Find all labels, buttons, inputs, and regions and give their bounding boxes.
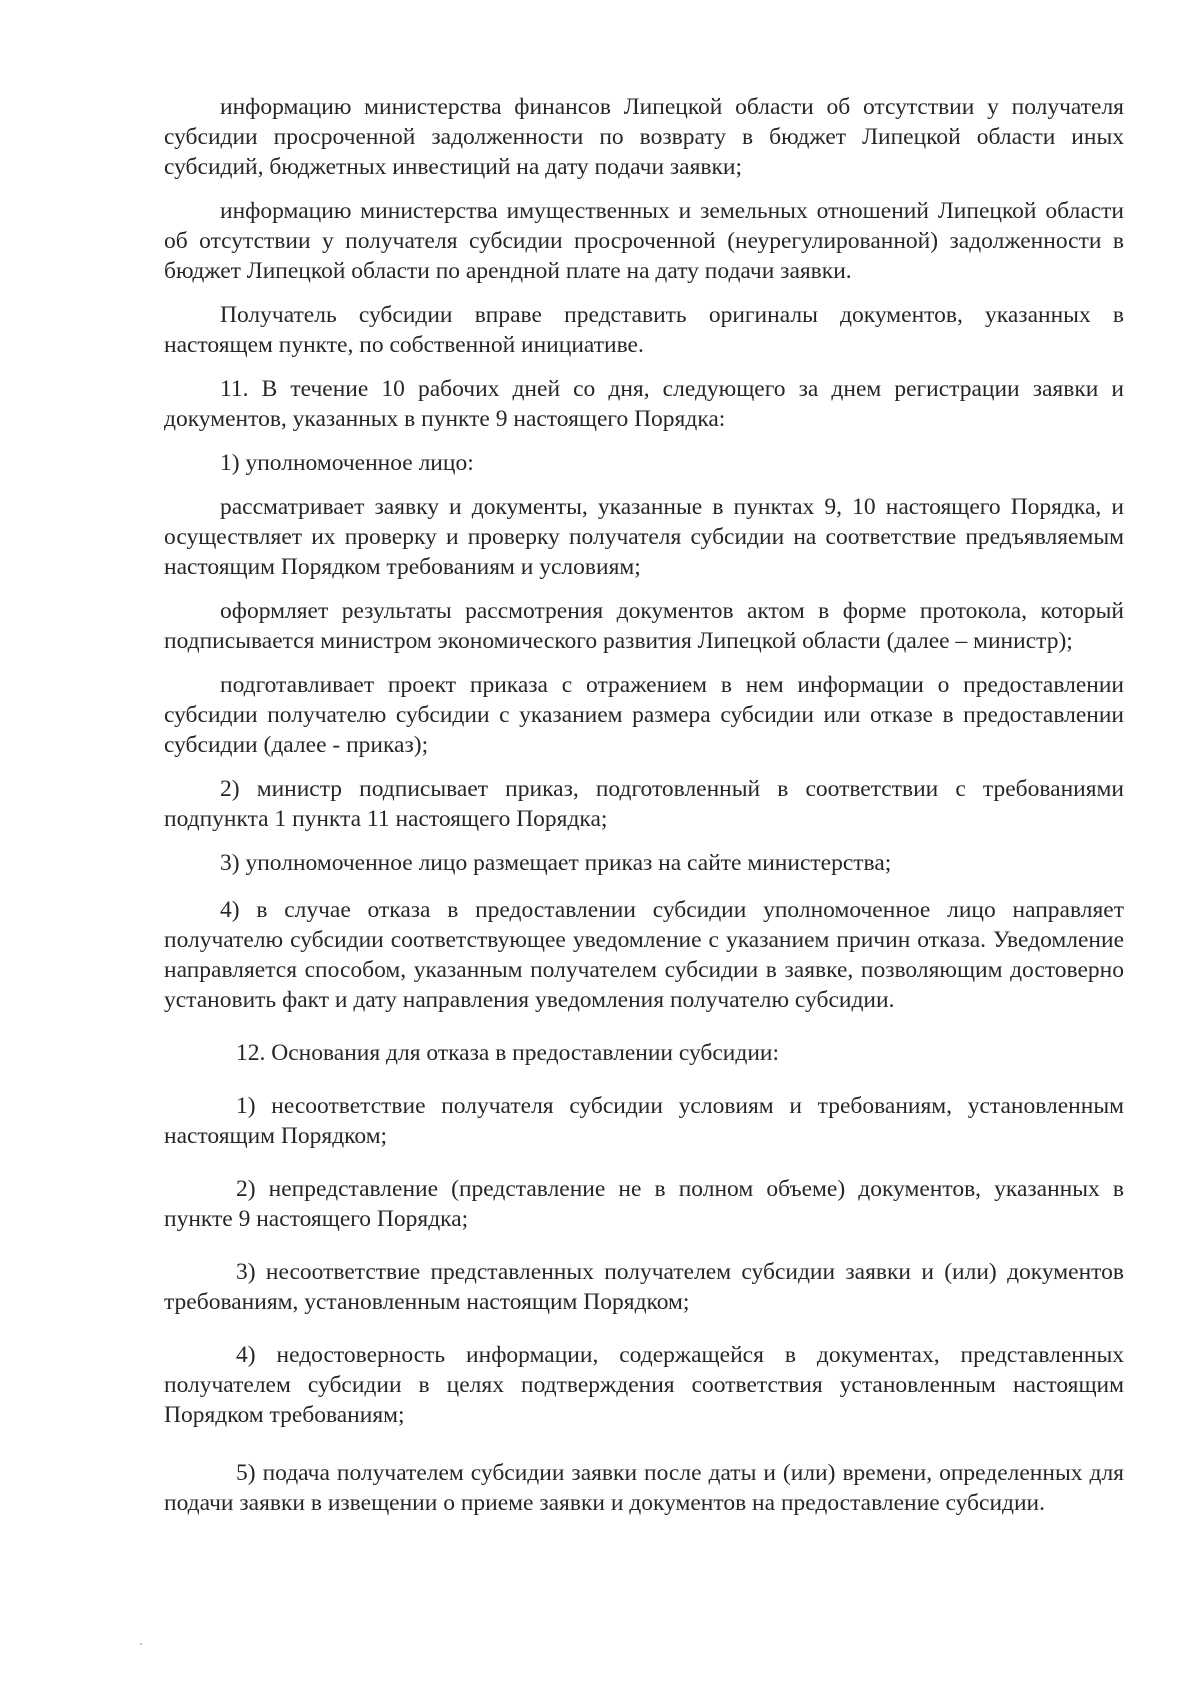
paragraph-subitem-11-1: 1) уполномоченное лицо: (220, 450, 474, 476)
paragraph-subitem-12-1: 1) несоответствие получателя субсидии условиям и требованиям, установленным настоящим Порядком; (164, 1093, 1124, 1149)
document-body (164, 92, 1124, 1518)
paragraph-protocol: оформляет результаты рассмотрения документов актом в форме протокола, который подписывается министром экономического развития Липецкой области (далее – министр); (164, 598, 1124, 654)
paragraph-finance-ministry-info: информацию министерства финансов Липецкой области об отсутствии у получателя субсидии просроченной задолженности по возврату в бюджет Липецкой области иных субсидий, бюджетных инвестиций на дату подачи заявки; (164, 94, 1124, 180)
paragraph-originals-right: Получатель субсидии вправе представить оригиналы документов, указанных в настоящем пункте, по собственной инициативе. (164, 302, 1124, 358)
paragraph-reviews-application: рассматривает заявку и документы, указанные в пунктах 9, 10 настоящего Порядка, и осуществляет их проверку и проверку получателя субсидии на соответствие предъявляемым настоящим Порядком требованиям и условиям; (164, 494, 1124, 580)
paragraph-item-12: 12. Основания для отказа в предоставлении субсидии: (236, 1040, 780, 1066)
paragraph-property-ministry-info: информацию министерства имущественных и земельных отношений Липецкой области об отсутствии у получателя субсидии просроченной (неурегулированной) задолженности в бюджет Липецкой области по арендной плате на дату подачи заявки. (164, 198, 1124, 284)
scan-speck (140, 1643, 142, 1645)
paragraph-item-11: 11. В течение 10 рабочих дней со дня, следующего за днем регистрации заявки и документов, указанных в пункте 9 настоящего Порядка: (164, 376, 1124, 432)
paragraph-subitem-12-4: 4) недостоверность информации, содержащейся в документах, представленных получателем субсидии в целях подтверждения соответствия установленным настоящим Порядком требованиям; (164, 1342, 1124, 1428)
paragraph-subitem-11-2: 2) министр подписывает приказ, подготовленный в соответствии с требованиями подпункта 1 пункта 11 настоящего Порядка; (164, 776, 1124, 832)
paragraph-draft-order: подготавливает проект приказа с отражением в нем информации о предоставлении субсидии получателю субсидии с указанием размера субсидии или отказе в предоставлении субсидии (далее - приказ); (164, 672, 1124, 758)
paragraph-subitem-11-4: 4) в случае отказа в предоставлении субсидии уполномоченное лицо направляет получателю субсидии соответствующее уведомление с указанием причин отказа. Уведомление направляется способом, указанным получателем субсидии в заявке, позволяющим достоверно установить факт и дату направления уведомления получателю субсидии. (164, 897, 1124, 1013)
paragraph-subitem-12-3: 3) несоответствие представленных получателем субсидии заявки и (или) документов требованиям, установленным настоящим Порядком; (164, 1259, 1124, 1315)
paragraph-subitem-11-3: 3) уполномоченное лицо размещает приказ на сайте министерства; (220, 850, 892, 876)
paragraph-subitem-12-2: 2) непредставление (представление не в полном объеме) документов, указанных в пункте 9 настоящего Порядка; (164, 1176, 1124, 1232)
paragraph-subitem-12-5: 5) подача получателем субсидии заявки после даты и (или) времени, определенных для подачи заявки в извещении о приеме заявки и документов на предоставление субсидии. (164, 1460, 1124, 1516)
